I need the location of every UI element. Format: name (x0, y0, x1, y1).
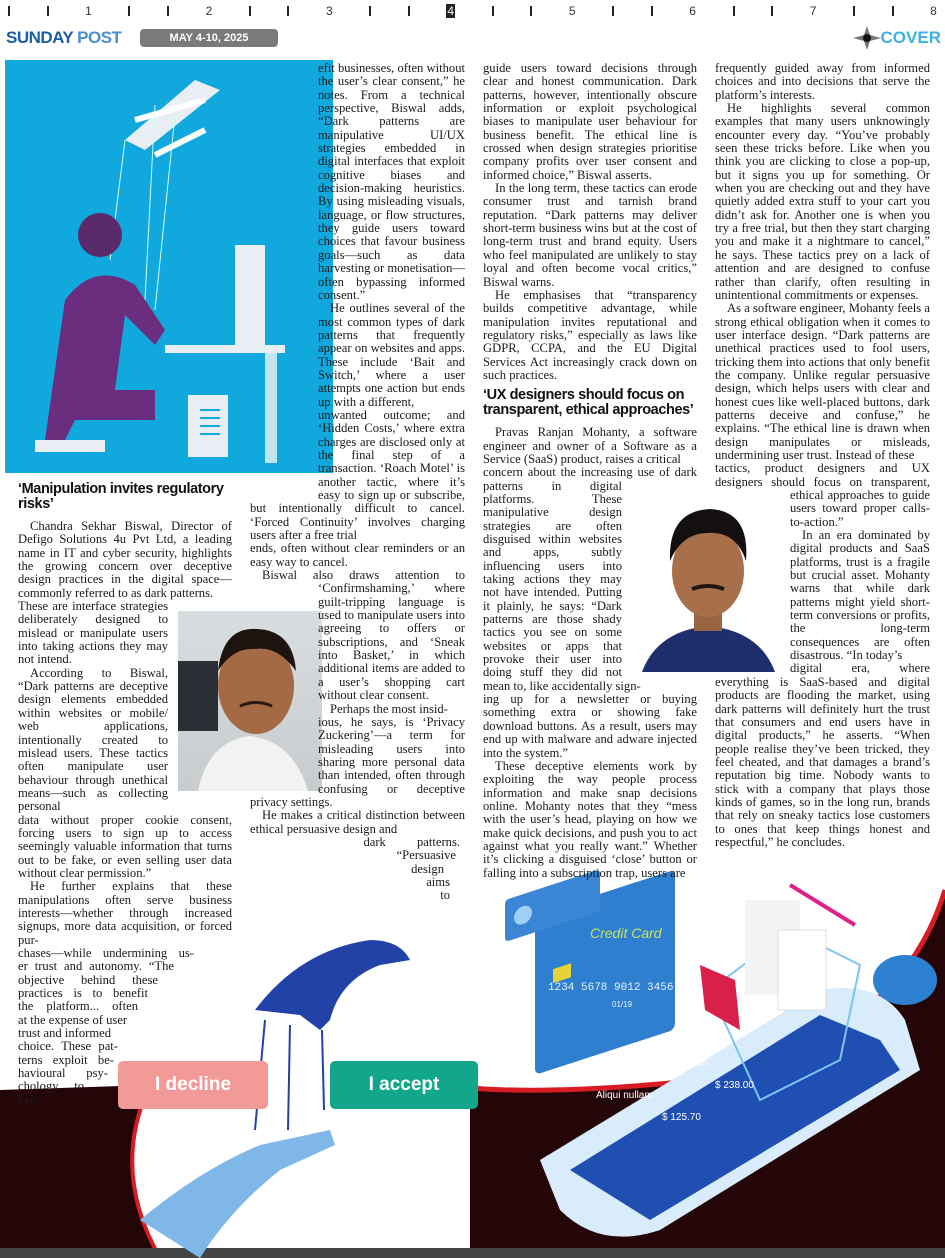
ruler-mark: 5 (568, 4, 576, 18)
paragraph: frequently guided away from informed choices and into decisions that serve the platform’s interests. (715, 61, 930, 102)
brand-word: POST (77, 28, 122, 47)
ruler-mark: 4 (447, 4, 455, 18)
paragraph: In an era dominated by digital products and SaaS platforms, trust is a fragile but crucial asset. Mohanty warns that while dark patterns might yield short-term conversions or profits, the long-term consequences are often disastrous. “In today’s (790, 528, 930, 663)
paragraph: Perhaps the most insid- (330, 701, 448, 716)
subheading-regulatory-risks: ‘Manipulation invites regulatory risks’ (18, 481, 224, 512)
article-column-2 (250, 62, 465, 903)
paragraph: ing up for a newsletter or buying something extra or showing fake download buttons. As a result, users may end up with malware and adware injected into the system.” (483, 692, 697, 760)
paragraph: ious, he says, is ‘Privacy Zuckering’—a term for misleading users into sharing more personal data than intended, often through confusing or deceptive privacy settings. (250, 714, 465, 809)
paragraph: These are interface strategies deliberately designed to mislead or manipulate users into taking actions they may not intend. (18, 599, 168, 667)
brand-word: SUNDAY (6, 28, 73, 47)
paragraph: data without proper cookie consent, forcing users to sign up to access seemingly valuable information that turns out to be fake, or even selling user data without clear permission.” (18, 812, 232, 880)
text-line: chases—while undermining us- (18, 947, 194, 960)
ruler-mark: 8 (930, 4, 937, 18)
text-line: at the expense of user (18, 1013, 128, 1027)
masthead-brand (6, 28, 121, 48)
paragraph: As a software engineer, Mohanty feels a strong ethical obligation when it comes to user interface design. “Dark patterns are unethical practices used to fool users, tricking them into actions that only benefit the company. Unlike regular persuasive design, which helps users with clear and honest cues like well-placed buttons, dark patterns deceive and confuse,” he explains. “The ethical line is drawn when design manipulates or misleads, undermining user trust. Instead of these (715, 301, 930, 462)
paragraph: He further explains that these manipulations often serve business interests—whether through increased signups, more data acquisition, or forced pur- (18, 879, 232, 947)
paragraph: He emphasises that “transparency builds competitive advantage, while manipulation invites reputational and regulatory risks,” especially as laws like GDPR, CCPA, and the EU Digital Services Act increasingly crack down on such practices. (483, 287, 697, 382)
ruler-mark: 3 (326, 4, 333, 18)
text-line: havioural psy- (18, 1067, 108, 1081)
paragraph: efit businesses, often without the user’s clear consent,” he notes. From a technical perspective, Biswal adds, “Dark patterns are manipulative UI/UX strategies embedded in digital interfaces that exploit cognitive biases and decision-making heuristics. By using misleading visuals, language, or flow structures, they guide users toward choices that favour business goals—such as data harvesting or monetisation—often bypassing informed consent.” (318, 61, 465, 302)
section-label: COVER (880, 28, 941, 47)
text-line: choice. These pat- (18, 1040, 118, 1054)
compass-icon (853, 26, 881, 50)
text-line: dark patterns. (363, 834, 460, 849)
paragraph: He outlines several of the most common types of dark patterns that frequently appear on websites and apps. These include ‘Bait and Switch,’ where a user attempts one action but ends up with a different, (318, 301, 465, 409)
paragraph: ends, often without clear reminders or an easy way to cancel. (250, 541, 465, 569)
article-text-taper (18, 947, 232, 1107)
subheading-ux-designers: ‘UX designers should focus on transparent, ethical approaches’ (483, 387, 694, 419)
order-row-label: Aliqui nullam (596, 1090, 653, 1101)
text-line: to (440, 888, 450, 903)
card-expiry: 01/19 (612, 1000, 633, 1009)
article-text-taper (250, 836, 465, 903)
paragraph: digital era, where everything is SaaS-based and digital products are flooding the market, using dark patterns will definitely hurt the trust that consumers and end users have in digital products,” he asserts. “When people realise they’ve been tricked, they feel cheated, and that damages a brand’s reputation big time. Nobody wants to stick with a company that plays those kinds of games, so in the long run, brands that rely on sneaky tactics lose customers to ones that keep things honest and respectful,” he concludes. (715, 661, 930, 849)
text-line: aims (426, 874, 450, 889)
article-column-1 (18, 62, 232, 1107)
text-line: trust and informed (18, 1027, 112, 1041)
text-line: terns exploit be- (18, 1053, 114, 1067)
text-line: ben- (18, 1093, 41, 1107)
card-number: 1234 5678 9012 3456 (548, 982, 674, 994)
text-line: design (411, 861, 444, 876)
paragraph: Pravas Ranjan Mohanty, a software engineer and owner of a Software as a Service (SaaS) product, raises a critical (483, 425, 697, 466)
paragraph: These deceptive elements work by exploiting the way people process information and make snap decisions online. Mohanty notes that they “mess with the user’s head, playing on how we make quick decisions, and push you to act against what you really want.” Whether it’s clicking a disguised ‘close’ button or falling into a subscription trap, users are (483, 758, 697, 880)
order-row-amount: $ 238.00 (715, 1080, 754, 1091)
paragraph: unwanted outcome; and ‘Hidden Costs,’ where extra charges are disclosed only at the final step of a transaction. ‘Roach Motel’ is another tactic, where it’s easy to sign up or subscribe, but intentionally difficult to cancel. ‘Forced Continuity’ involves charging users after a free trial (250, 407, 465, 543)
ruler-mark: 7 (809, 4, 817, 18)
paragraph: tactics, product designers and UX designers should focus on transparent, ethical approaches to guide users toward proper calls-to-action.” (715, 461, 930, 529)
paragraph: He highlights several common examples that many users unknowingly encounter every day. “You’ve probably seen these tricks before. Like when you think you are clicking to close a pop-up, but it signs you up for something. Or when you are checking out and they have quietly added extra stuff to your cart you didn’t ask for. Another one is when you try a free trial, but then they start charging you and make it a nightmare to cancel,” he says. These tactics prey on a lack of attention and are designed to confuse rather than clarify, often resulting in unintentional commitments or expenses. (715, 101, 930, 302)
paragraph: concern about the increasing use of dark patterns in digital platforms. These manipulative design strategies are often disguised within websites and apps, subtly influencing users into taking actions they may not have intended. Putting it plainly, he says: “Dark patterns are those shady tactics you see on some websites or apps that provoke their user into doing stuff they did not mean to, like accidentally sign- (483, 465, 697, 693)
text-line: the platform... often (18, 1000, 138, 1014)
decline-button: I decline (118, 1061, 268, 1109)
card-title: Credit Card (590, 925, 662, 941)
ruler-mark: 1 (85, 4, 92, 18)
text-line: chology to (18, 1080, 84, 1094)
text-line: “Persuasive (396, 848, 456, 863)
article-column-3 (483, 62, 697, 880)
ruler-mark: 2 (205, 4, 213, 18)
paragraph: In the long term, these tactics can erode consumer trust and tarnish brand reputation. “Dark patterns may deliver short-term business wins but at the cost of long-term trust and brand equity. Users who feel manipulated are unlikely to stay loyal and often become vocal critics,” Biswal warns. (483, 181, 697, 289)
paragraph: Chandra Sekhar Biswal, Director of Defigo Solutions 4u Pvt Ltd, a leading name in IT and cyber security, highlights the growing concern over deceptive design practices in the digital space—commonly referred to as dark patterns. (18, 519, 232, 600)
paragraph: According to Biswal, “Dark patterns are deceptive design elements embedded within websites or mobile/ web applications, intentionally created to mislead users. These tactics often manipulate user behaviour through unethical means—such as collecting personal (18, 665, 168, 814)
paragraph: guide users toward decisions through clear and honest communication. Dark patterns, however, intentionally obscure information or exploit psychological biases to manipulate user behaviour for business benefit. The ethical line is crossed when design strategies prioritise company profits over user consent and informed choice,” Biswal asserts. (483, 61, 697, 182)
order-row-label: Lorem ipsum (650, 1058, 708, 1069)
accept-button: I accept (330, 1061, 478, 1109)
paragraph: He makes a critical distinction between ethical persuasive design and (250, 808, 465, 836)
page-ruler (0, 0, 945, 22)
text-line: practices is to benefit (18, 987, 148, 1001)
order-row-amount: $ 125.70 (662, 1112, 701, 1123)
article-column-4 (715, 62, 930, 849)
issue-date: MAY 4-10, 2025 (140, 29, 278, 47)
text-line: objective behind these (18, 973, 158, 987)
paragraph: Biswal also draws attention to ‘Confirmshaming,’ where guilt-tripping language is used to manipulate users into agreeing to offers or subscriptions, and ‘Sneak into Basket,’ in which additional items are added to a user’s shopping cart without clear consent. (262, 568, 465, 703)
ruler-mark: 6 (689, 4, 696, 18)
text-line: er trust and autonomy. “The (18, 960, 174, 974)
